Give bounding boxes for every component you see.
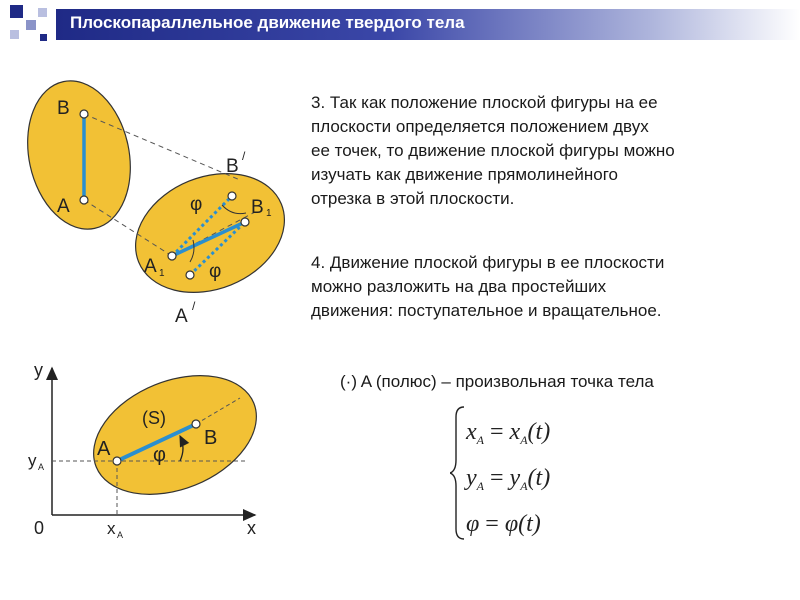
label-phi: φ <box>209 261 222 282</box>
text-line: плоскости определяется положением двух <box>311 117 649 136</box>
point-b-prime <box>228 192 236 200</box>
point-a-prime <box>186 271 194 279</box>
curly-brace <box>450 407 464 539</box>
origin-label: 0 <box>34 518 45 538</box>
text-line: отрезка в этой плоскости. <box>311 189 515 208</box>
eq-lhs-sub: A <box>476 479 484 493</box>
eq-rhs: φ <box>504 511 519 537</box>
eq-lhs: φ <box>466 511 480 537</box>
eq-rhs: y <box>509 465 521 491</box>
eq-rhs-sub: A <box>520 479 528 493</box>
point-a1 <box>168 252 176 260</box>
point-a-label: A <box>97 438 111 460</box>
text-line: ее точек, то движение плоской фигуры можно <box>311 141 675 160</box>
text-line: 4. Движение плоской фигуры в ее плоскости <box>311 253 665 272</box>
figure-plane-motion <box>0 50 300 390</box>
body-label: (S) <box>142 408 166 428</box>
eq-lhs: x <box>466 419 477 445</box>
label-b-prime-mark: / <box>242 149 246 163</box>
ya-sub: A <box>38 462 45 472</box>
equation-system <box>450 405 630 545</box>
svg-text:φ = φ(t) <box>466 511 541 537</box>
point-a <box>80 196 88 204</box>
label-b1-sub: 1 <box>266 208 272 219</box>
xa-sub: A <box>117 530 124 540</box>
text-line: движения: поступательное и вращательное. <box>311 301 662 320</box>
text-line: изучать как движение прямолинейного <box>311 165 618 184</box>
label-a1: A <box>144 256 157 277</box>
label-b: B <box>57 98 70 119</box>
text-line: 3. Так как положение плоской фигуры на ее <box>311 93 658 112</box>
xa-label: x <box>107 519 116 538</box>
eq-sign: = <box>484 419 510 445</box>
point-b <box>80 110 88 118</box>
eq-arg: (t) <box>518 511 541 537</box>
eq-rhs: x <box>509 419 521 445</box>
point-a <box>113 457 121 465</box>
equation-x <box>465 419 550 447</box>
point-b1 <box>241 218 249 226</box>
eq-arg: (t) <box>527 465 551 491</box>
label-b1: B <box>251 197 264 218</box>
corner-square <box>10 30 19 39</box>
axis-x-label: x <box>247 518 256 538</box>
figure-coordinates <box>0 350 300 570</box>
point-b <box>192 420 200 428</box>
eq-sign: = <box>479 511 505 537</box>
pole-definition: (·) A (полюс) – произвольная точка тела <box>340 372 654 391</box>
paragraph-item-4 <box>311 251 664 323</box>
eq-lhs: y <box>466 465 477 491</box>
label-a-prime: A <box>175 306 188 327</box>
eq-arg: (t) <box>527 419 551 445</box>
paragraph-item-3 <box>311 91 675 211</box>
corner-square <box>10 5 23 18</box>
ya-label: y <box>28 451 37 470</box>
point-b-label: B <box>204 427 218 449</box>
svg-text:yA = yA(t) <box>464 465 550 493</box>
text-line: можно разложить на два простейших <box>311 277 607 296</box>
body-ellipse-moved <box>118 152 300 314</box>
eq-lhs-sub: A <box>476 433 484 447</box>
corner-square <box>38 8 47 17</box>
axis-y-label: y <box>34 360 43 380</box>
eq-sign: = <box>484 465 510 491</box>
phi-label: φ <box>153 444 166 466</box>
equation-y <box>464 465 550 493</box>
label-b-prime: B <box>226 156 239 177</box>
slide-title: Плоскопараллельное движение твердого тела <box>70 13 465 32</box>
label-phi: φ <box>190 194 203 215</box>
eq-rhs-sub: A <box>520 433 528 447</box>
corner-square <box>26 20 36 30</box>
corner-square <box>40 34 47 41</box>
label-a-prime-mark: / <box>192 299 196 313</box>
label-a1-sub: 1 <box>159 268 165 279</box>
svg-text:xA = xA(t) <box>465 419 550 447</box>
body-ellipse-initial <box>14 71 143 239</box>
label-a: A <box>57 196 70 217</box>
equation-phi <box>466 511 541 537</box>
